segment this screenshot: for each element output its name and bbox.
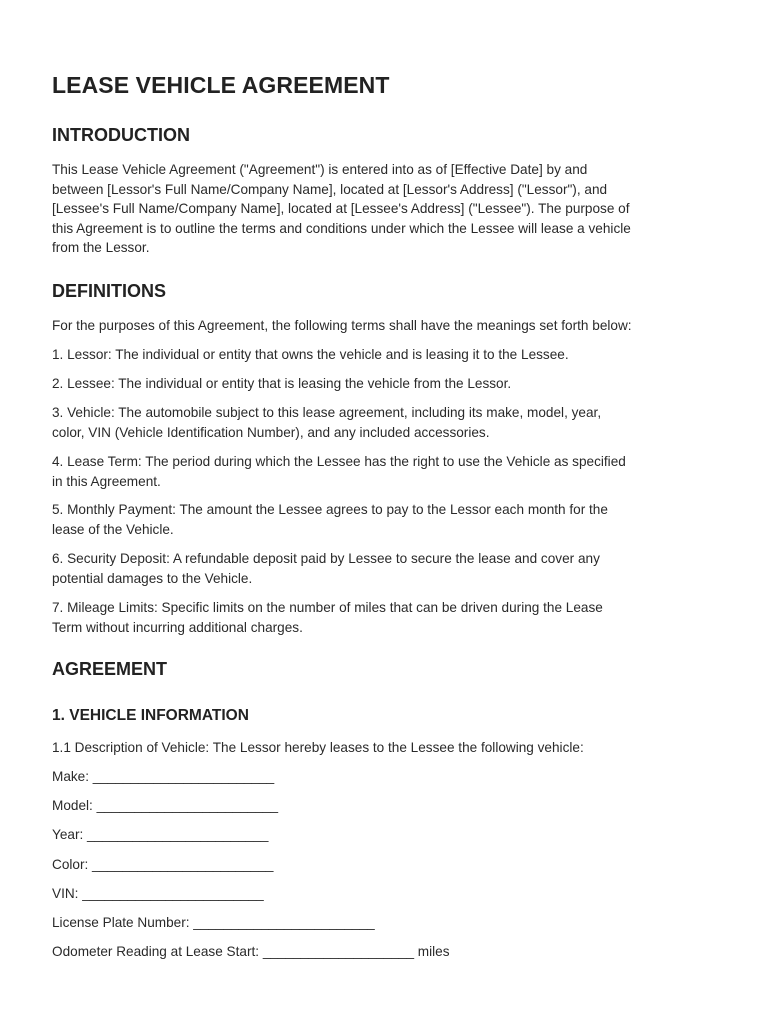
- definitions-intro: [52, 316, 720, 336]
- definitions-heading: DEFINITIONS: [52, 281, 167, 301]
- introduction-line: This Lease Vehicle Agreement ("Agreement") is entered into as of [Effective Date] by and: [52, 162, 588, 177]
- definition-item: [52, 549, 720, 588]
- introduction-line: this Agreement is to outline the terms and conditions under which the Lessee will lease a vehicle: [52, 220, 631, 236]
- license-plate-field: [52, 913, 720, 933]
- color-field-text: Color: ________________________: [52, 857, 274, 872]
- make-field-text: Make: ________________________: [52, 769, 275, 784]
- introduction-heading: INTRODUCTION: [52, 125, 190, 145]
- license-plate-field-text: License Plate Number: ________________________: [52, 915, 375, 930]
- year-field-text: Year: ________________________: [52, 827, 269, 842]
- definition-item: [52, 403, 720, 442]
- definitions-intro-text: For the purposes of this Agreement, the following terms shall have the meanings set forth below:: [52, 318, 632, 333]
- definition-line: potential damages to the Vehicle.: [52, 570, 253, 586]
- color-field: [52, 855, 720, 875]
- vin-field-text: VIN: ________________________: [52, 886, 264, 901]
- vehicle-description-text: 1.1 Description of Vehicle: The Lessor hereby leases to the Lessee the following vehicle:: [52, 740, 584, 755]
- vin-field: [52, 884, 720, 904]
- model-field: [52, 796, 720, 816]
- odometer-field-text: Odometer Reading at Lease Start: ____________________ miles: [52, 944, 450, 959]
- introduction-line: [Lessee's Full Name/Company Name], located at [Lessee's Address] ("Lessee"). The purpose of: [52, 201, 630, 216]
- introduction-paragraph: [52, 160, 720, 258]
- document-title: LEASE VEHICLE AGREEMENT: [52, 72, 390, 98]
- definition-line: 3. Vehicle: The automobile subject to this lease agreement, including its make, model, year,: [52, 405, 602, 420]
- agreement-heading: AGREEMENT: [52, 659, 168, 679]
- definition-line: color, VIN (Vehicle Identification Number), and any included accessories.: [52, 424, 490, 440]
- definition-line: lease of the Vehicle.: [52, 521, 174, 537]
- definition-item: [52, 598, 720, 637]
- make-field: [52, 767, 720, 787]
- definition-line: in this Agreement.: [52, 473, 161, 489]
- definition-line: Term without incurring additional charges.: [52, 619, 303, 635]
- definition-line: 5. Monthly Payment: The amount the Lessee agrees to pay to the Lessor each month for the: [52, 502, 608, 517]
- definition-item: [52, 452, 720, 491]
- definition-line: 6. Security Deposit: A refundable deposit paid by Lessee to secure the lease and cover any: [52, 551, 600, 566]
- vehicle-description: [52, 738, 720, 758]
- year-field: [52, 825, 720, 845]
- definition-line: 4. Lease Term: The period during which the Lessee has the right to use the Vehicle as specified: [52, 454, 626, 469]
- odometer-field: [52, 942, 720, 962]
- model-field-text: Model: ________________________: [52, 798, 279, 813]
- introduction-line: between [Lessor's Full Name/Company Name], located at [Lessor's Address] ("Lessor"), and: [52, 181, 608, 197]
- introduction-line: from the Lessor.: [52, 240, 150, 255]
- definition-item: [52, 374, 720, 394]
- definition-item: [52, 500, 720, 539]
- vehicle-information-heading: 1. VEHICLE INFORMATION: [52, 707, 249, 724]
- definition-line: 2. Lessee: The individual or entity that is leasing the vehicle from the Lessor.: [52, 376, 512, 391]
- definition-item: [52, 345, 720, 365]
- definition-line: 7. Mileage Limits: Specific limits on the number of miles that can be driven during the Lease: [52, 600, 603, 615]
- definition-line: 1. Lessor: The individual or entity that owns the vehicle and is leasing it to the Lessee.: [52, 347, 569, 362]
